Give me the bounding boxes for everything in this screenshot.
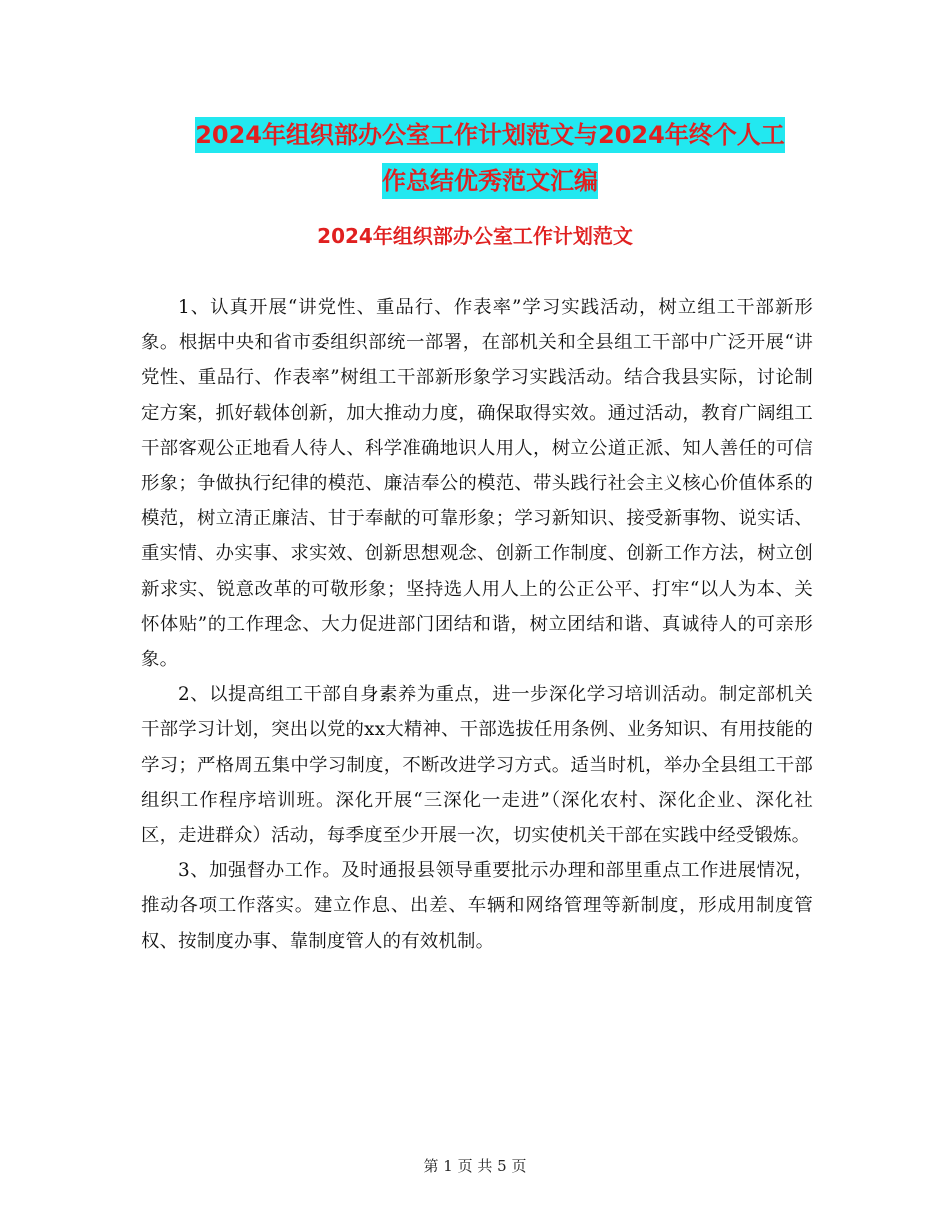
paragraph-1: 1、认真开展“讲党性、重品行、作表率”学习实践活动，树立组工干部新形象。根据中央和省市委组织部统一部署，在部机关和全县组工干部中广泛开展“讲党性、重品行、作表率”树组工干部新形象学习实践活动。结合我县实际，讨论制定方案，抓好载体创新，加大推动力度，确保取得实效。通过活动，教育广阔组工干部客观公正地看人待人、科学准确地识人用人，树立公道正派、知人善任的可信形象；争做执行纪律的模范、廉洁奉公的模范、带头践行社会主义核心价值体系的模范，树立清正廉洁、甘于奉献的可靠形象；学习新知识、接受新事物、说实话、重实情、办实事、求实效、创新思想观念、创新工作制度、创新工作方法，树立创新求实、锐意改革的可敬形象；坚持选人用人上的公正公平、打牢“以人为本、关怀体贴”的工作理念、大力促进部门团结和谐，树立团结和谐、真诚待人的可亲形象。 [141,297,813,671]
page-number-footer: 第 1 页 共 5 页 [423,1157,527,1175]
title-line-1: 2024年组织部办公室工作计划范文与2024年终个人工 [195,117,785,153]
document-body [141,290,813,959]
document-title [150,112,830,204]
section-heading: 2024年组织部办公室工作计划范文 [317,224,633,248]
paragraph-2: 2、以提高组工干部自身素养为重点，进一步深化学习培训活动。制定部机关干部学习计划，突出以党的xx大精神、干部选拔任用条例、业务知识、有用技能的学习；严格周五集中学习制度，不断改进学习方式。适当时机，举办全县组工干部组织工作程序培训班。深化开展“三深化一走进”（深化农村、深化企业、深化社区，走进群众）活动，每季度至少开展一次，切实使机关干部在实践中经受锻炼。 [141,684,813,847]
paragraph-3: 3、加强督办工作。及时通报县领导重要批示办理和部里重点工作进展情况，推动各项工作落实。建立作息、出差、车辆和网络管理等新制度，形成用制度管权、按制度办事、靠制度管人的有效机制。 [141,860,813,952]
title-line-2: 作总结优秀范文汇编 [382,163,598,199]
